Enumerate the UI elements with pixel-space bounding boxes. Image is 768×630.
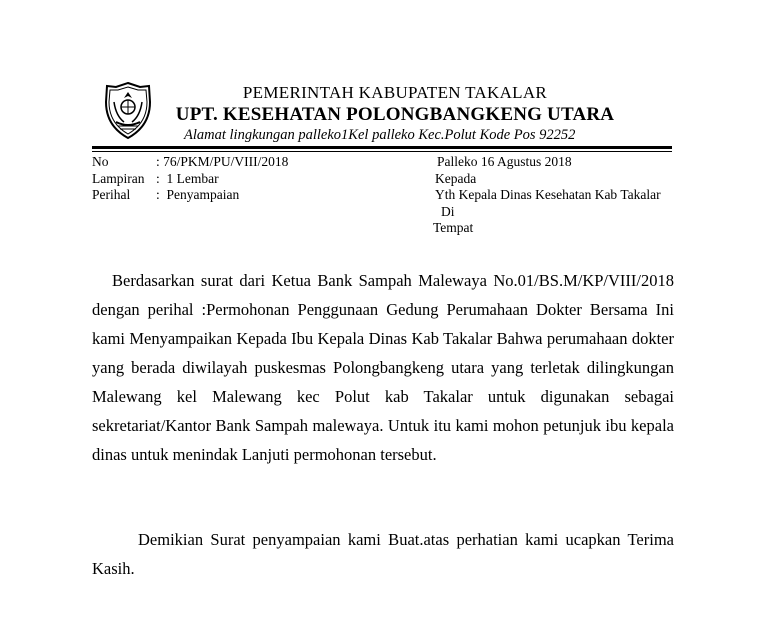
recipient-di: Di — [441, 203, 455, 219]
meta-attachment-value: : 1 Lembar — [156, 170, 219, 186]
meta-number-label: No — [92, 154, 109, 169]
letter-closing — [92, 525, 674, 583]
body-paragraph-1: Berdasarkan surat dari Ketua Bank Sampah Malewaya No.01/BS.M/KP/VIII/2018 dengan perihal :Permohonan Penggunaan Gedung Perumahaan Dokter Bersama Ini kami Menyampaikan Kepada Ibu Kepala Dinas Kab Takalar Bahwa perumahaan dokter yang berada diwilayah puskesmas Polongbangkeng utara yang terletak dilingkungan Malewang kel Malewang kec Polut kab Takalar untuk digunakan sebagai sekretariat/Kantor Bank Sampah malewaya. Untuk itu kami mohon petunjuk ibu kepala dinas untuk menindak Lanjuti permohonan tersebut. — [92, 271, 674, 464]
letter-meta — [92, 154, 288, 204]
meta-subject-label: Perihal — [92, 187, 131, 202]
meta-attachment-row — [92, 171, 288, 188]
government-name: PEMERINTAH KABUPATEN TAKALAR — [242, 83, 548, 102]
letter-body — [92, 266, 674, 469]
office-address: Alamat lingkungan palleko1Kel palleko Kec.Polut Kode Pos 92252 — [184, 127, 576, 143]
body-paragraph-2: Demikian Surat penyampaian kami Buat.atas perhatian kami ucapkan Terima Kasih. — [92, 530, 674, 578]
office-name: UPT. KESEHATAN POLONGBANGKENG UTARA — [175, 104, 615, 125]
meta-subject-value: : Penyampaian — [156, 187, 240, 202]
meta-attachment-label: Lampiran — [92, 170, 145, 186]
letterhead-divider-thin — [92, 151, 672, 152]
letterhead-divider-thick — [92, 146, 672, 149]
regency-emblem-icon — [104, 82, 152, 140]
meta-number-value: : 76/PKM/PU/VIII/2018 — [156, 154, 289, 169]
meta-subject-row — [92, 187, 288, 204]
recipient-name: Yth Kepala Dinas Kesehatan Kab Takalar — [435, 187, 661, 202]
letterhead — [160, 82, 630, 145]
letter-date: Palleko 16 Agustus 2018 — [437, 154, 572, 169]
recipient-block — [433, 154, 661, 237]
recipient-kepada: Kepada — [435, 170, 477, 186]
meta-number-row — [92, 154, 288, 171]
recipient-place: Tempat — [433, 220, 474, 235]
